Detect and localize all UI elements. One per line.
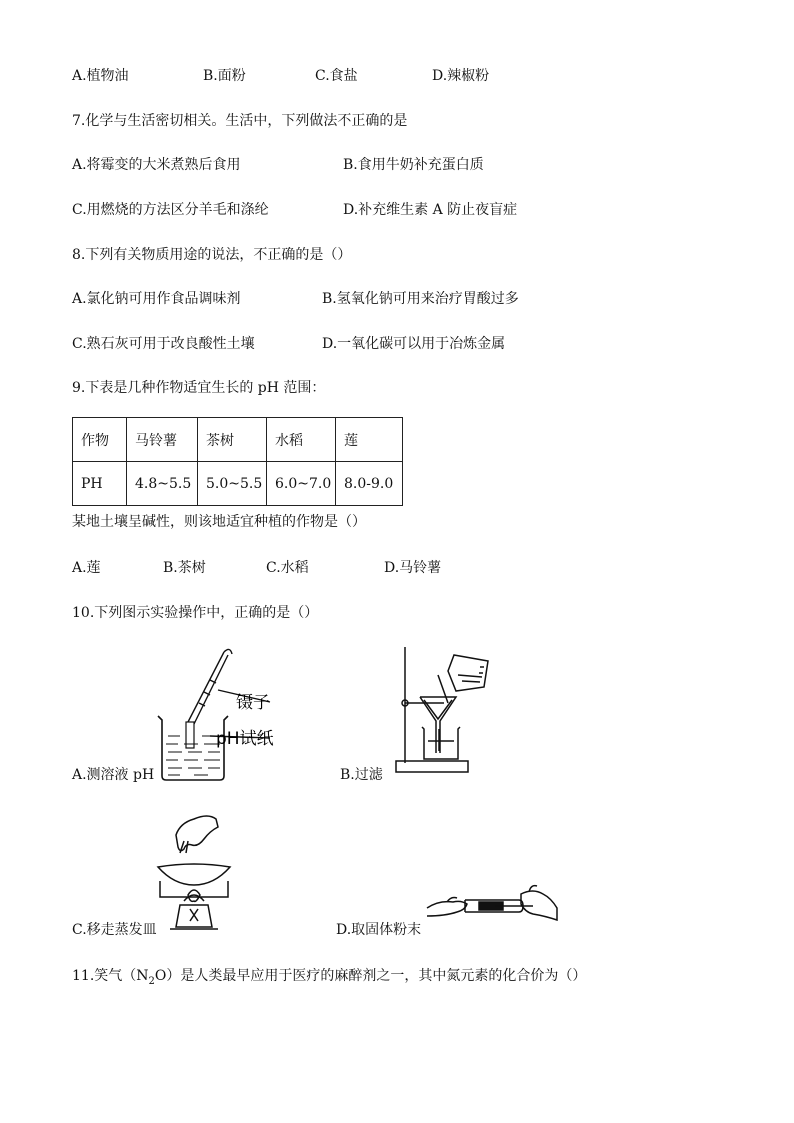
q8-option-c: C.熟石灰可用于改良酸性土壤 (72, 336, 255, 352)
table-cell: PH (73, 462, 127, 506)
table-row (73, 462, 403, 506)
caption-b: B.过滤 (340, 767, 383, 783)
table-cell: 8.0-9.0 (336, 462, 403, 506)
evaporating-dish-figure (150, 805, 240, 940)
q8-option-b: B.氢氧化钠可用来治疗胃酸过多 (322, 291, 519, 307)
ph-range-table (72, 417, 403, 506)
table-cell: 作物 (73, 418, 127, 462)
caption-d: D.取固体粉末 (336, 922, 422, 938)
q7-option-b: B.食用牛奶补充蛋白质 (343, 157, 484, 173)
q11-subscript: 2 (148, 975, 155, 987)
table-header-row (73, 418, 403, 462)
q9-follow-text: 某地土壤呈碱性，则该地适宜种植的作物是（） (72, 514, 366, 530)
table-cell: 马铃薯 (127, 418, 198, 462)
q7-stem: 7.化学与生活密切相关。生活中，下列做法不正确的是 (72, 113, 408, 129)
q9-option-c: C.水稻 (266, 560, 309, 576)
ph-test-beaker-figure (150, 640, 290, 785)
table-cell: 莲 (336, 418, 403, 462)
table-cell: 4.8~5.5 (127, 462, 198, 506)
table-cell: 茶树 (198, 418, 267, 462)
q7-option-c: C.用燃烧的方法区分羊毛和涤纶 (72, 202, 269, 218)
q6-option-d: D.辣椒粉 (432, 68, 490, 84)
q8-option-d: D.一氧化碳可以用于冶炼金属 (322, 336, 506, 352)
table-cell: 6.0~7.0 (267, 462, 336, 506)
q7-option-a: A.将霉变的大米煮熟后食用 (72, 157, 241, 173)
q6-option-a: A.植物油 (72, 68, 129, 84)
q9-option-a: A.莲 (72, 560, 101, 576)
q10-stem: 10.下列图示实验操作中，正确的是（） (72, 605, 319, 621)
q7-option-d: D.补充维生素 A 防止夜盲症 (343, 202, 518, 218)
q9-option-d: D.马铃薯 (384, 560, 442, 576)
solid-powder-figure (425, 880, 560, 925)
q6-option-b: B.面粉 (203, 68, 246, 84)
caption-c: C.移走蒸发皿 (72, 922, 157, 938)
q6-option-c: C.食盐 (315, 68, 358, 84)
filtration-figure (392, 645, 502, 780)
q9-option-b: B.茶树 (163, 560, 206, 576)
q11-stem-after: O）是人类最早应用于医疗的麻醉剂之一，其中氮元素的化合价为（） (154, 968, 587, 984)
caption-a: A.测溶液 pH (72, 767, 155, 783)
q9-stem: 9.下表是几种作物适宜生长的 pH 范围： (72, 380, 326, 396)
tweezers-label: 镊子 (236, 693, 270, 713)
ph-paper-label: pH试纸 (216, 729, 274, 749)
table-cell: 5.0~5.5 (198, 462, 267, 506)
table-cell: 水稻 (267, 418, 336, 462)
q11-stem-before: 11.笑气（N (72, 968, 149, 984)
q11-stem (72, 968, 586, 990)
q8-stem: 8.下列有关物质用途的说法，不正确的是（） (72, 247, 352, 263)
q8-option-a: A.氯化钠可用作食品调味剂 (72, 291, 241, 307)
